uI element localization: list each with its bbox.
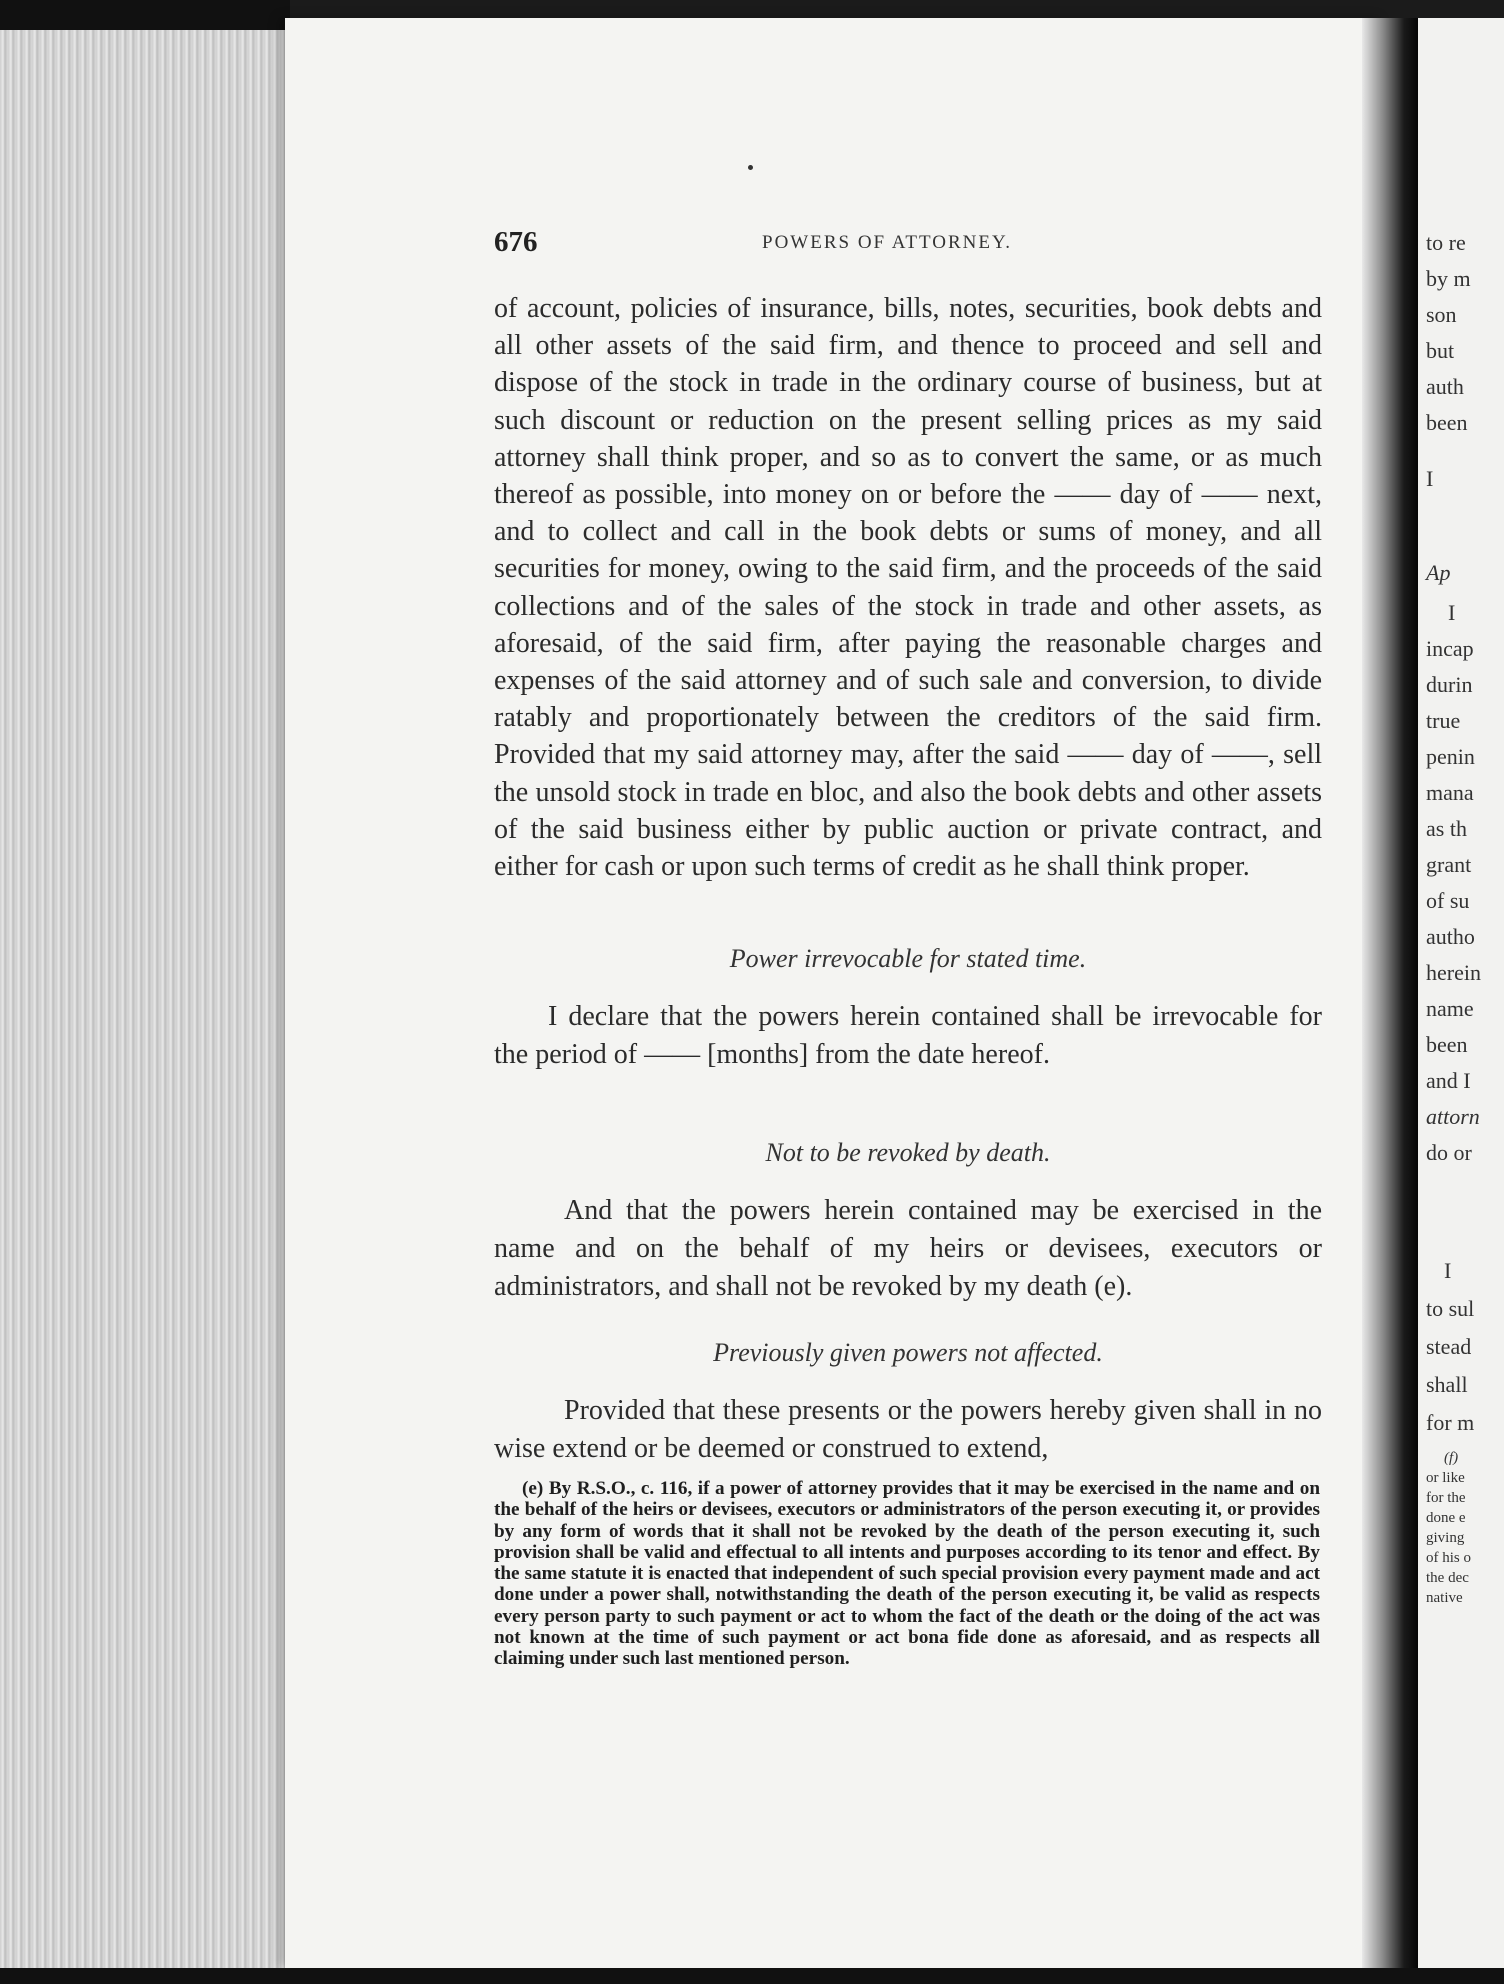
ink-speck: [748, 165, 753, 170]
right-page-fragment: [1418, 18, 1504, 1968]
right-page-line: I: [1448, 600, 1456, 625]
right-page-footnote-line: done e: [1426, 1510, 1466, 1526]
right-page-line: penin: [1426, 744, 1475, 769]
right-page-footnote-line: or like: [1426, 1470, 1465, 1486]
right-page-line: mana: [1426, 780, 1474, 805]
scan-border-top: [290, 0, 1504, 18]
right-page-line: auth: [1426, 374, 1464, 399]
book-gutter: [1362, 18, 1422, 1968]
right-page-footnote-line: native: [1426, 1590, 1463, 1606]
footnote-e: (e) By R.S.O., c. 116, if a power of attorney provides that it may be exercised in the name and on the behalf of the heirs or devisees, executors or administrators of the person executing it, or provides by any form of words that it shall not be revoked by the death of the person executing it, such provision shall be valid and effectual to all intents and purposes according to its tenor and effect. By the same statute it is enacted that independent of such special provision every payment made and act done under a power shall, notwithstanding the death of the person executing it, be valid as respects every person party to such payment or act to whom the fact of the death or the doing of the act was not known at the time of such payment or act bona fide done as aforesaid, and as respects all claiming under such last mentioned person.: [494, 1478, 1320, 1670]
paragraph-text: of account, policies of insurance, bills, notes, securities, book debts and all other assets of the said firm, and thence to proceed and sell and dispose of the stock in trade in the ordinary course of business, but at such discount or reduction on the present selling prices as my said attorney shall think proper, and so as to convert the same, or as much thereof as possible, into money on or before the —— day of —— next, and to collect and call in the book debts or sums of money, and all securities for money, owing to the said firm, and the proceeds of the said collections and of the sales of the stock in trade and other assets, as aforesaid, of the said firm, after paying the reasonable charges and expenses of the said attorney and of such sale and conversion, to divide ratably and proportionately between the creditors of the said firm. Provided that my said attorney may, after the said —— day of ——, sell the unsold stock in trade en bloc, and also the book debts and other assets of the said business either by public auction or private contract, and either for cash or upon such terms of credit as he shall think proper.: [494, 293, 1322, 883]
section-heading-text: Power irrevocable for stated time.: [729, 944, 1087, 973]
book-page-edges: [0, 0, 290, 1984]
right-page-line: name: [1426, 996, 1474, 1021]
section-heading-irrevocable: [494, 944, 1322, 974]
right-page-line: shall: [1426, 1372, 1468, 1397]
section-heading-previous-powers: [494, 1338, 1322, 1368]
section-heading-death: [494, 1138, 1322, 1168]
right-page-line: to re: [1426, 230, 1466, 255]
right-page-line: attorn: [1426, 1104, 1480, 1129]
right-page-line: do or: [1426, 1140, 1472, 1165]
right-page-line: been: [1426, 1032, 1468, 1057]
right-page-line: and I: [1426, 1068, 1471, 1093]
section-paragraph-previous-powers: Provided that these presents or the powers hereby given shall in no wise extend or be deemed or construed to extend,: [494, 1395, 1322, 1464]
right-page-line: but: [1426, 338, 1455, 363]
right-page-line: I: [1426, 466, 1434, 491]
running-head: POWERS OF ATTORNEY.: [762, 232, 1013, 253]
right-page-footnote-line: for the: [1426, 1490, 1466, 1506]
right-page-line: as th: [1426, 816, 1467, 841]
scan-border-top-left: [0, 0, 290, 30]
right-page-line: son: [1426, 302, 1457, 327]
section-paragraph-death: And that the powers herein contained may be exercised in the name and on the behalf of my heirs or devisees, executors or administrators, and shall not be revoked by my death (e).: [494, 1195, 1322, 1302]
right-page-line: by m: [1426, 266, 1471, 291]
right-page-footnote-line: giving: [1426, 1530, 1465, 1546]
section-paragraph-irrevocable: I declare that the powers herein contained shall be irrevocable for the period of —— [months] from the date hereof.: [494, 1001, 1322, 1070]
page-header: [494, 226, 1320, 266]
right-page-line: to sul: [1426, 1296, 1475, 1321]
page-number: 676: [494, 226, 538, 258]
right-page-line: been: [1426, 410, 1468, 435]
main-paragraph: [494, 290, 1322, 885]
right-page-line: for m: [1426, 1410, 1475, 1435]
right-page-line: I: [1444, 1258, 1452, 1283]
right-page-line: durin: [1426, 672, 1473, 697]
right-page-line: incap: [1426, 636, 1474, 661]
right-page-line: stead: [1426, 1334, 1472, 1359]
right-page-footnote-line: of his o: [1426, 1550, 1471, 1566]
section-heading-text: Not to be revoked by death.: [765, 1138, 1051, 1167]
right-page-line: true: [1426, 708, 1461, 733]
right-page-line: of su: [1426, 888, 1470, 913]
section-heading-text: Previously given powers not affected.: [713, 1338, 1103, 1367]
right-page-footnote-line: the dec: [1426, 1570, 1469, 1586]
scan-border-bottom: [0, 1968, 1504, 1984]
right-page-footnote-line: (f): [1444, 1450, 1459, 1466]
right-page-line: grant: [1426, 852, 1472, 877]
right-page-line: autho: [1426, 924, 1475, 949]
right-page-line: Ap: [1426, 560, 1451, 585]
right-page-line: herein: [1426, 960, 1481, 985]
